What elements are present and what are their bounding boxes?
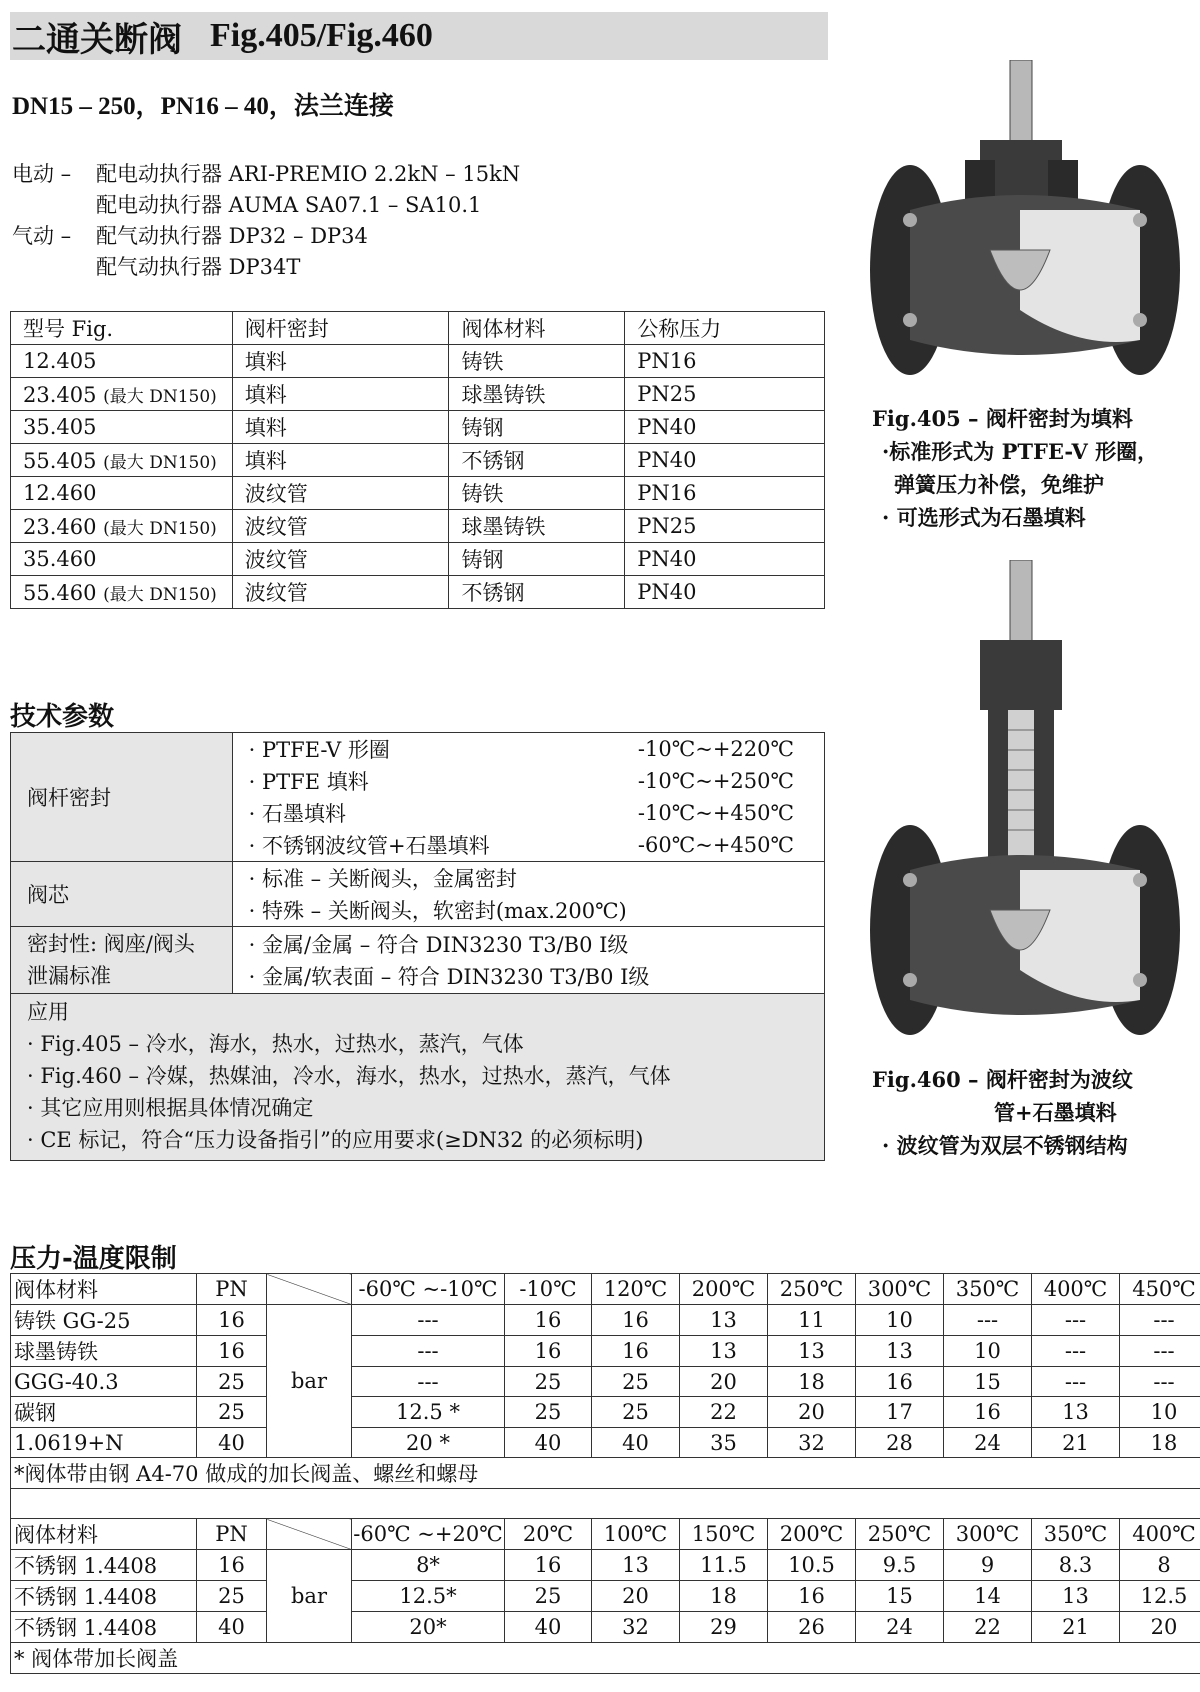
pt-value: 26 — [768, 1612, 856, 1643]
model-seal: 填料 — [232, 378, 449, 411]
pt-value: --- — [1032, 1336, 1120, 1367]
pt-header-row — [11, 1519, 1200, 1550]
pt-value: 13 — [856, 1336, 944, 1367]
model-material: 铸钢 — [449, 411, 625, 444]
application-label: 应用 — [27, 1000, 69, 1024]
pt-material: 不锈钢 1.4408 — [11, 1550, 197, 1581]
model-pn: PN40 — [625, 444, 825, 477]
pt-value: 25 — [592, 1367, 680, 1397]
pt-table — [10, 1273, 1200, 1674]
pt-pn: 40 — [197, 1612, 267, 1643]
pt-header-cell: PN — [197, 1274, 267, 1305]
actuator-line: 电动 – 配电动执行器 ARI-PREMIO 2.2kN – 15kN — [12, 162, 521, 186]
actuator-list — [12, 158, 712, 282]
model-pn: PN40 — [625, 543, 825, 576]
pt-header-cell: 300℃ — [944, 1519, 1032, 1550]
pt-pn: 25 — [197, 1367, 267, 1397]
pt-value: 18 — [1120, 1428, 1200, 1458]
model-fig: 55.405 (最大 DN150) — [11, 444, 233, 477]
application-item: · CE 标记，符合“压力设备指引”的应用要求(≥DN32 的必须标明) — [27, 1128, 644, 1152]
model-row — [11, 510, 825, 543]
pt-value: 22 — [680, 1397, 768, 1428]
model-material: 球墨铸铁 — [449, 378, 625, 411]
application-cell — [11, 994, 825, 1161]
pt-value: 10 — [1120, 1397, 1200, 1428]
pt-pn: 16 — [197, 1305, 267, 1336]
pt-header-cell: 250℃ — [856, 1519, 944, 1550]
pt-value: 20 — [768, 1397, 856, 1428]
title-bar — [10, 12, 828, 60]
model-row — [11, 378, 825, 411]
pt-value: 12.5 * — [352, 1397, 505, 1428]
pt-header-cell: 400℃ — [1120, 1519, 1200, 1550]
pt-value: 10 — [944, 1336, 1032, 1367]
pt-row — [11, 1581, 1200, 1612]
core-item: · 特殊 – 关断阀头，软密封(max.200℃) — [248, 899, 627, 923]
pt-material: GGG-40.3 — [11, 1367, 197, 1397]
pt-value: 13 — [592, 1550, 680, 1581]
fig405-valve-image — [870, 60, 1180, 390]
pt-value: 20 — [592, 1581, 680, 1612]
pt-value: --- — [1032, 1367, 1120, 1397]
model-material: 铸铁 — [449, 477, 625, 510]
model-fig: 23.405 (最大 DN150) — [11, 378, 233, 411]
pt-value: 35 — [680, 1428, 768, 1458]
stem-item: · PTFE 填料 -10℃~+250℃ — [248, 769, 794, 794]
pt-value: 10.5 — [768, 1550, 856, 1581]
stem-seal-label: 阀杆密封 — [11, 733, 233, 862]
pt-header-cell: 350℃ — [944, 1274, 1032, 1305]
title-cn: 二通关断阀 — [12, 19, 182, 60]
stem-item: · 石墨填料 -10℃~+450℃ — [248, 801, 794, 826]
pt-value: 25 — [505, 1581, 592, 1612]
pt-pn: 40 — [197, 1428, 267, 1458]
application-item: · Fig.405 – 冷水，海水，热水，过热水，蒸汽，气体 — [27, 1032, 524, 1056]
pt-material: 铸铁 GG-25 — [11, 1305, 197, 1336]
pt-pn: 25 — [197, 1581, 267, 1612]
model-fig: 55.460 (最大 DN150) — [11, 576, 233, 609]
models-table — [10, 311, 825, 609]
pt-value: 11 — [768, 1305, 856, 1336]
pt-header-cell: 阀体材料 — [11, 1519, 197, 1550]
pt-value: 32 — [592, 1612, 680, 1643]
pt-row — [11, 1612, 1200, 1643]
pt-note: * 阀体带加长阀盖 — [11, 1643, 1200, 1674]
pt-header-cell: 120℃ — [592, 1274, 680, 1305]
pt-value: 22 — [944, 1612, 1032, 1643]
pt-row — [11, 1305, 1200, 1336]
model-seal: 波纹管 — [232, 510, 449, 543]
pt-value: 16 — [505, 1336, 592, 1367]
pt-value: 12.5 — [1120, 1581, 1200, 1612]
subtitle: DN15 – 250，PN16 – 40，法兰连接 — [12, 93, 394, 120]
pt-pn: 16 — [197, 1336, 267, 1367]
model-seal: 波纹管 — [232, 477, 449, 510]
pt-header-cell: 400℃ — [1032, 1274, 1120, 1305]
model-fig: 23.460 (最大 DN150) — [11, 510, 233, 543]
pt-row — [11, 1428, 1200, 1458]
pt-value: 16 — [505, 1305, 592, 1336]
pt-value: 20 * — [352, 1428, 505, 1458]
pt-diagonal-cell — [267, 1519, 352, 1550]
model-row — [11, 543, 825, 576]
pt-header-cell: -60℃ ~-10℃ — [352, 1274, 505, 1305]
title-fig: Fig.405/Fig.460 — [210, 17, 433, 54]
pt-value: 16 — [944, 1397, 1032, 1428]
model-row — [11, 411, 825, 444]
pt-material: 不锈钢 1.4408 — [11, 1612, 197, 1643]
model-material: 球墨铸铁 — [449, 510, 625, 543]
core-item: · 标准 – 关断阀头，金属密封 — [248, 867, 517, 891]
actuator-line: 气动 – 配气动执行器 DP32 – DP34 — [12, 224, 368, 248]
pt-value: 13 — [680, 1305, 768, 1336]
model-row — [11, 345, 825, 378]
pt-value: 21 — [1032, 1612, 1120, 1643]
pt-header-cell: 450℃ — [1120, 1274, 1200, 1305]
pt-value: 24 — [856, 1612, 944, 1643]
pt-value: 13 — [1032, 1581, 1120, 1612]
pt-header-cell: 150℃ — [680, 1519, 768, 1550]
pt-value: 8 — [1120, 1550, 1200, 1581]
model-material: 铸钢 — [449, 543, 625, 576]
pt-value: --- — [1120, 1305, 1200, 1336]
pt-material: 碳钢 — [11, 1397, 197, 1428]
pt-value: --- — [352, 1336, 505, 1367]
pt-value: 20* — [352, 1612, 505, 1643]
tech-heading: 技术参数 — [10, 702, 115, 732]
pt-unit: bar — [267, 1550, 352, 1643]
model-pn: PN40 — [625, 411, 825, 444]
pt-header-cell: 20℃ — [505, 1519, 592, 1550]
pt-header-cell: 300℃ — [856, 1274, 944, 1305]
pt-note: *阀体带由钢 A4-70 做成的加长阀盖、螺丝和螺母 — [11, 1458, 1200, 1489]
pt-header-cell: -60℃ ~+20℃ — [352, 1519, 505, 1550]
pt-value: --- — [1032, 1305, 1120, 1336]
fig460-valve-image — [870, 560, 1180, 1050]
pt-value: 16 — [592, 1336, 680, 1367]
pt-value: 15 — [944, 1367, 1032, 1397]
model-seal: 波纹管 — [232, 576, 449, 609]
model-material: 不锈钢 — [449, 576, 625, 609]
model-material: 铸铁 — [449, 345, 625, 378]
model-pn: PN25 — [625, 510, 825, 543]
model-seal: 填料 — [232, 411, 449, 444]
pt-header-cell: 阀体材料 — [11, 1274, 197, 1305]
fig405-caption: Fig.405 – 阀杆密封为填料 ·标准形式为 PTFE-V 形圈， 弹簧压力补偿，免维护 · 可选形式为石墨填料 — [872, 406, 1159, 530]
pt-value: 17 — [856, 1397, 944, 1428]
pt-value: --- — [352, 1367, 505, 1397]
header-cell: 公称压力 — [625, 312, 825, 345]
pt-value: 21 — [1032, 1428, 1120, 1458]
model-row — [11, 576, 825, 609]
pt-pn: 16 — [197, 1550, 267, 1581]
pt-value: 9 — [944, 1550, 1032, 1581]
pt-value: 25 — [505, 1367, 592, 1397]
model-fig: 35.460 — [11, 543, 233, 576]
pt-material: 1.0619+N — [11, 1428, 197, 1458]
pt-row — [11, 1550, 1200, 1581]
tech-table — [10, 732, 825, 1161]
fig460-caption: Fig.460 – 阀杆密封为波纹 管+石墨填料 · 波纹管为双层不锈钢结构 — [872, 1067, 1133, 1158]
model-pn: PN40 — [625, 576, 825, 609]
pt-value: 16 — [592, 1305, 680, 1336]
pt-header-cell: -10℃ — [505, 1274, 592, 1305]
pt-value: 16 — [505, 1550, 592, 1581]
pt-value: 9.5 — [856, 1550, 944, 1581]
actuator-line: 配气动执行器 DP34T — [96, 255, 301, 279]
pt-value: 16 — [768, 1581, 856, 1612]
header-cell: 阀体材料 — [449, 312, 625, 345]
pt-diagonal-cell — [267, 1274, 352, 1305]
model-row — [11, 444, 825, 477]
pt-header-cell: 350℃ — [1032, 1519, 1120, 1550]
pt-value: 25 — [592, 1397, 680, 1428]
pt-unit: bar — [267, 1305, 352, 1458]
pt-header-cell: 200℃ — [768, 1519, 856, 1550]
pt-value: 8* — [352, 1550, 505, 1581]
pt-pn: 25 — [197, 1397, 267, 1428]
pt-header-cell: 100℃ — [592, 1519, 680, 1550]
pt-value: 11.5 — [680, 1550, 768, 1581]
model-row — [11, 477, 825, 510]
pt-value: 40 — [505, 1428, 592, 1458]
pt-header-cell: 200℃ — [680, 1274, 768, 1305]
pt-value: 20 — [1120, 1612, 1200, 1643]
pt-value: 12.5* — [352, 1581, 505, 1612]
model-fig: 12.460 — [11, 477, 233, 510]
seal-label: 密封性: 阀座/阀头 泄漏标准 — [11, 927, 233, 994]
seal-item: · 金属/金属 – 符合 DIN3230 T3/B0 Ⅰ级 — [248, 933, 629, 957]
model-material: 不锈钢 — [449, 444, 625, 477]
pt-material: 球墨铸铁 — [11, 1336, 197, 1367]
pt-row — [11, 1397, 1200, 1428]
pt-value: 14 — [944, 1581, 1032, 1612]
model-pn: PN16 — [625, 477, 825, 510]
model-fig: 35.405 — [11, 411, 233, 444]
actuator-line: 配电动执行器 AUMA SA07.1 – SA10.1 — [96, 193, 482, 217]
pt-value: 16 — [856, 1367, 944, 1397]
pt-row — [11, 1336, 1200, 1367]
pt-value: 13 — [1032, 1397, 1120, 1428]
pt-value: 24 — [944, 1428, 1032, 1458]
stem-item: · 不锈钢波纹管+石墨填料 -60℃~+450℃ — [248, 833, 794, 858]
pt-value: 40 — [505, 1612, 592, 1643]
pt-header-cell: 250℃ — [768, 1274, 856, 1305]
model-seal: 填料 — [232, 444, 449, 477]
pt-value: --- — [352, 1305, 505, 1336]
pt-value: 20 — [680, 1367, 768, 1397]
pt-row — [11, 1367, 1200, 1397]
pt-value: 13 — [768, 1336, 856, 1367]
stem-item: · PTFE-V 形圈 -10℃~+220℃ — [248, 737, 794, 762]
pt-value: 13 — [680, 1336, 768, 1367]
pt-value: 32 — [768, 1428, 856, 1458]
core-label: 阀芯 — [11, 862, 233, 927]
pt-value: 25 — [505, 1397, 592, 1428]
header-cell: 型号 Fig. — [11, 312, 233, 345]
model-seal: 填料 — [232, 345, 449, 378]
pt-value: 15 — [856, 1581, 944, 1612]
pt-material: 不锈钢 1.4408 — [11, 1581, 197, 1612]
model-fig: 12.405 — [11, 345, 233, 378]
pt-value: 8.3 — [1032, 1550, 1120, 1581]
pt-header-row — [11, 1274, 1200, 1305]
pt-value: 29 — [680, 1612, 768, 1643]
pt-value: --- — [944, 1305, 1032, 1336]
application-item: · Fig.460 – 冷媒，热媒油，冷水，海水，热水，过热水，蒸汽，气体 — [27, 1064, 671, 1088]
model-pn: PN16 — [625, 345, 825, 378]
model-seal: 波纹管 — [232, 543, 449, 576]
pt-value: 10 — [856, 1305, 944, 1336]
pt-value: 28 — [856, 1428, 944, 1458]
header-cell: 阀杆密封 — [232, 312, 449, 345]
application-item: · 其它应用则根据具体情况确定 — [27, 1096, 314, 1120]
seal-item: · 金属/软表面 – 符合 DIN3230 T3/B0 Ⅰ级 — [248, 965, 650, 989]
pt-value: 40 — [592, 1428, 680, 1458]
model-pn: PN25 — [625, 378, 825, 411]
pt-value: 18 — [680, 1581, 768, 1612]
pt-spacer — [11, 1489, 1200, 1519]
pt-value: --- — [1120, 1336, 1200, 1367]
pt-value: --- — [1120, 1367, 1200, 1397]
models-header — [11, 312, 825, 345]
pt-heading: 压力-温度限制 — [10, 1244, 177, 1274]
pt-header-cell: PN — [197, 1519, 267, 1550]
pt-value: 18 — [768, 1367, 856, 1397]
